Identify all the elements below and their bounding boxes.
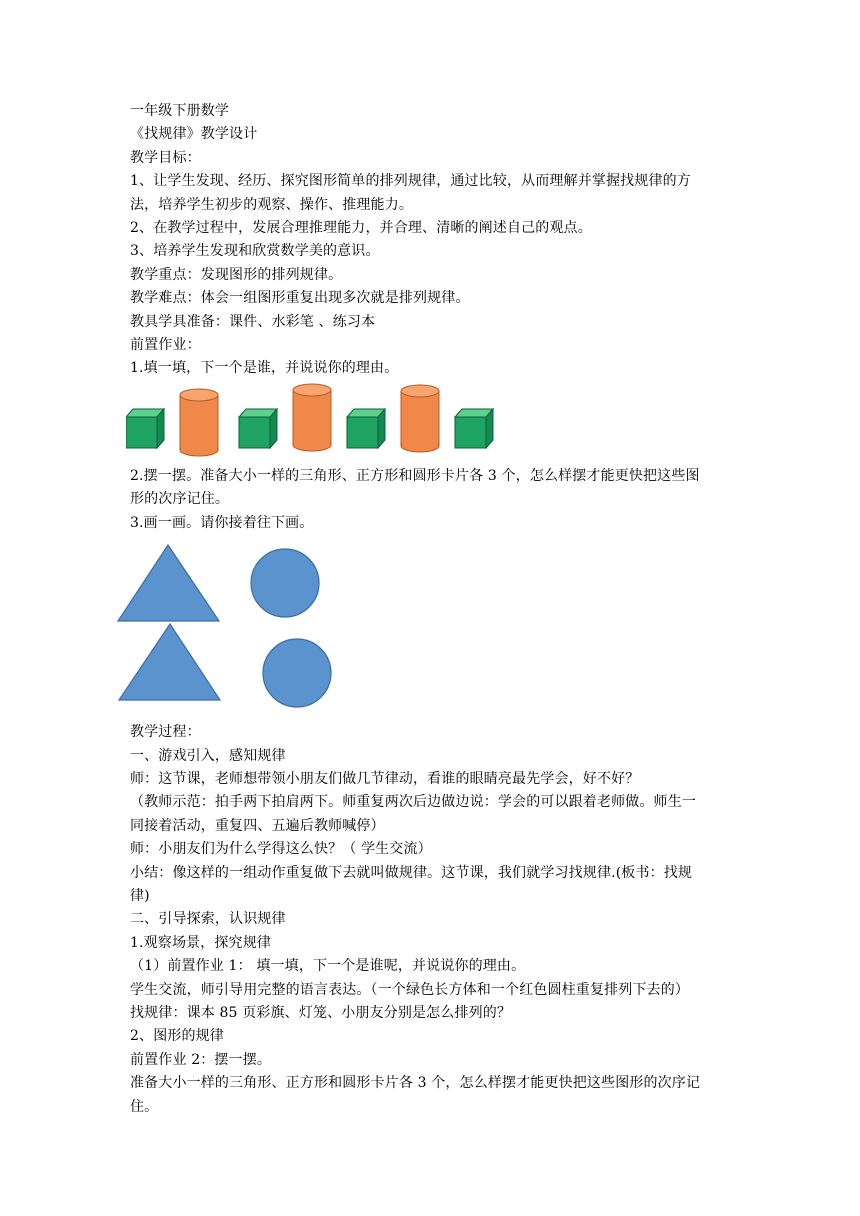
preview-homework-heading: 前置作业： [130,337,201,354]
blue-circle-1 [251,549,319,617]
subsection-1: 1.观察场景，探究规律 [130,934,272,951]
orange-cylinder-3 [401,385,439,452]
section-2-heading: 二、引导探索，认识规律 [130,911,286,928]
task-2-line-2: 形的次序记住。 [130,491,230,508]
green-cube-2 [239,409,277,448]
task-3: 3.画一画。请你接着往下画。 [130,514,314,531]
objective-3: 3、培养学生发现和欣赏数学美的意识。 [130,243,380,260]
blue-triangle-1 [118,545,219,621]
teacher-intro: 师：这节课，老师想带领小朋友们做几节律动，看谁的眼睛亮最先学会，好不好？ [130,770,640,787]
homework-2-line-1: 准备大小一样的三角形、正方形和圆形卡片各 3 个，怎么样摆才能更快把这些图形的次序记 [130,1075,701,1092]
student-exchange: 学生交流，师引导用完整的语言表达。（一个绿色长方体和一个红色圆柱重复排列下去的） [130,981,689,998]
green-cube-4 [455,409,493,448]
subsection-2: 2、图形的规律 [130,1028,224,1045]
objective-1-line-1: 1、让学生发现、经历、探究图形简单的排列规律，通过比较，从而理解并掌握找规律的方 [130,173,691,190]
cube-cylinder-pattern-svg [126,383,510,465]
summary-line-1: 小结：像这样的一组动作重复做下去就叫做规律。这节课，我们就学习找规律.(板书：找规 [130,864,693,881]
find-pattern: 找规律：课本 85 页彩旗、灯笼、小朋友分别是怎么排列的？ [130,1004,512,1021]
triangle-circle-svg [116,535,346,721]
objectives-heading: 教学目标： [130,149,201,166]
orange-cylinder-2 [293,384,331,451]
demo-line-1: （教师示范：拍手两下拍肩两下。师重复两次后边做边说：学会的可以跟着老师做。师生一 [130,794,696,811]
homework-2-line-2: 住。 [130,1098,159,1115]
green-cube-3 [347,409,385,448]
blue-triangle-2 [119,624,220,700]
blue-circle-2 [263,639,331,707]
section-1-heading: 一、游戏引入，感知规律 [130,747,286,764]
cube-cylinder-pattern-figure [126,383,730,465]
grade-title: 一年级下册数学 [130,103,230,119]
difficulty: 教学难点：体会一组图形重复出现多次就是排列规律。 [130,290,470,307]
materials: 教具学具准备：课件、水彩笔 、练习本 [130,313,376,330]
demo-line-2: 同接着活动，重复四、五遍后教师喊停） [130,817,385,834]
document-page [130,100,730,1119]
lesson-title: 《找规律》教学设计 [130,126,258,143]
green-cube-1 [126,409,164,448]
teacher-question: 师：小朋友们为什么学得这么快？（ 学生交流） [130,841,432,858]
key-point: 教学重点：发现图形的排列规律。 [130,266,343,283]
objective-2: 2、在教学过程中，发展合理推理能力，并合理、清晰的阐述自己的观点。 [130,220,592,237]
summary-line-2: 律) [130,887,150,904]
homework-1-review: （1）前置作业 1： 填一填，下一个是谁呢，并说说你的理由。 [130,958,526,975]
task-1: 1.填一填，下一个是谁，并说说你的理由。 [130,360,399,377]
triangle-circle-figure [116,535,730,721]
task-2-line-1: 2.摆一摆。准备大小一样的三角形、正方形和圆形卡片各 3 个，怎么样摆才能更快把这些图 [130,467,700,484]
process-heading: 教学过程： [130,724,201,741]
homework-2-heading: 前置作业 2：摆一摆。 [130,1051,272,1068]
orange-cylinder-1 [180,389,218,456]
objective-1-line-2: 法，培养学生初步的观察、操作、推理能力。 [130,196,413,213]
